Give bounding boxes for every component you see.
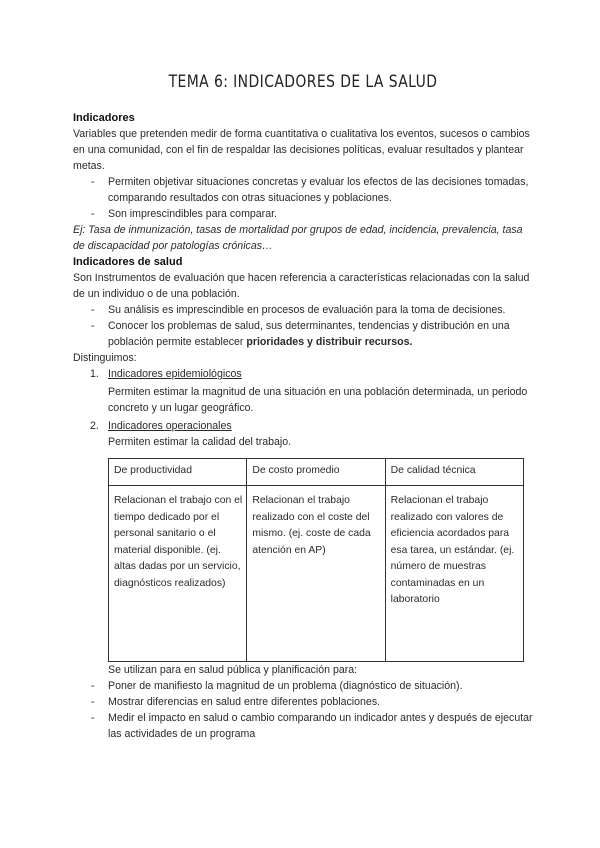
section-usos xyxy=(73,662,533,742)
indicadores-bullet-list xyxy=(73,174,533,222)
section-indicadores xyxy=(73,110,533,254)
indicadores-salud-definition: Son Instrumentos de evaluación que hacen referencia a características relacionadas con la salud de un individuo o de una población. xyxy=(73,272,530,300)
table-header-cell: De calidad técnica xyxy=(385,459,523,486)
usos-intro: Se utilizan para en salud pública y planificación para: xyxy=(108,664,358,676)
table-header-cell: De costo promedio xyxy=(247,459,385,486)
list-item xyxy=(73,318,533,350)
table-row xyxy=(109,486,524,662)
item-title: Indicadores operacionales xyxy=(108,420,232,432)
item-description: Permiten estimar la calidad del trabajo. xyxy=(108,436,292,448)
section-heading-indicadores: Indicadores xyxy=(73,112,135,124)
item-number: 1. xyxy=(90,368,99,380)
list-item: - Son imprescindibles para comparar. xyxy=(73,206,533,222)
indicadores-operacionales-table xyxy=(108,458,524,662)
list-item: - Permiten objetivar situaciones concretas y evaluar los efectos de las decisiones tomadas, comparando resultados con otras situaciones y poblaciones. xyxy=(73,174,533,206)
indicadores-operacionales-table-wrap xyxy=(108,458,568,662)
distinguimos-label: Distinguimos: xyxy=(73,352,137,364)
table-cell: Relacionan el trabajo realizado con valores de eficiencia acordados para esa tarea, un estándar. (ej. número de muestras contaminadas en un laboratorio xyxy=(385,486,523,662)
indicator-types-list xyxy=(73,366,533,450)
section-heading-indicadores-salud: Indicadores de salud xyxy=(73,256,183,268)
bullet-text: Conocer los problemas de salud, sus determinantes, tendencias y distribución en una población permite establecer xyxy=(108,320,510,348)
table-header-cell: De productividad xyxy=(109,459,247,486)
indicadores-definition: Variables que pretenden medir de forma cuantitativa o cualitativa los eventos, sucesos o cambios en una comunidad, con el fin de respaldar las decisiones políticas, evaluar resultados y plantear metas. xyxy=(73,128,530,172)
indicadores-salud-bullet-list xyxy=(73,302,533,350)
list-item: - Poner de manifiesto la magnitud de un problema (diagnóstico de situación). xyxy=(73,678,533,694)
page-title: TEMA 6: INDICADORES DE LA SALUD xyxy=(168,72,438,92)
table-cell: Relacionan el trabajo realizado con el coste del mismo. (ej. coste de cada atención en AP) xyxy=(247,486,385,662)
item-title: Indicadores epidemiológicos xyxy=(108,368,242,380)
usos-list xyxy=(73,678,533,742)
list-item-operacionales xyxy=(73,418,533,450)
indicadores-example: Ej: Tasa de inmunización, tasas de mortalidad por grupos de edad, incidencia, prevalencia, tasa de discapacidad por patologías crónicas… xyxy=(73,224,523,252)
item-description: Permiten estimar la magnitud de una situación en una población determinada, un periodo concreto y un lugar geográfico. xyxy=(108,386,528,414)
list-item: - Mostrar diferencias en salud entre diferentes poblaciones. xyxy=(73,694,533,710)
list-item: - Su análisis es imprescindible en procesos de evaluación para la toma de decisiones. xyxy=(73,302,533,318)
list-item: - Medir el impacto en salud o cambio comparando un indicador antes y después de ejecutar las actividades de un programa xyxy=(73,710,533,742)
bullet-bold-text: prioridades y distribuir recursos. xyxy=(246,336,413,348)
table-header-row xyxy=(109,459,524,486)
list-item-epidemiologicos xyxy=(73,366,533,416)
table-cell: Relacionan el trabajo con el tiempo dedicado por el personal sanitario o el material disponible. (ej. altas dadas por un servicio, diagnósticos realizados) xyxy=(109,486,247,662)
item-number: 2. xyxy=(90,420,99,432)
section-indicadores-salud xyxy=(73,254,533,450)
